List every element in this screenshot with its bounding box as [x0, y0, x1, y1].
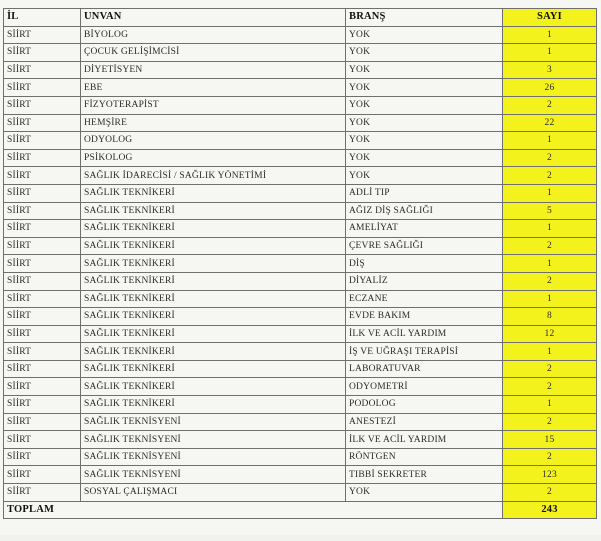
table-row	[4, 149, 597, 167]
cell-brans: YOK	[346, 26, 503, 44]
cell-sayi: 2	[503, 484, 597, 502]
cell-unvan: SOSYAL ÇALIŞMACI	[81, 484, 346, 502]
total-value: 243	[503, 501, 597, 518]
cell-brans: RÖNTGEN	[346, 448, 503, 466]
cell-brans: AĞIZ DİŞ SAĞLIĞI	[346, 202, 503, 220]
cell-sayi: 123	[503, 466, 597, 484]
table-row	[4, 114, 597, 132]
cell-brans: YOK	[346, 44, 503, 62]
cell-unvan: BİYOLOG	[81, 26, 346, 44]
cell-brans: EVDE BAKIM	[346, 308, 503, 326]
cell-sayi: 1	[503, 44, 597, 62]
cell-il: SİİRT	[4, 396, 81, 414]
cell-brans: ADLİ TIP	[346, 184, 503, 202]
table-row	[4, 79, 597, 97]
cell-il: SİİRT	[4, 343, 81, 361]
total-label: TOPLAM	[4, 501, 503, 518]
staff-table	[3, 8, 597, 519]
table-row	[4, 308, 597, 326]
cell-il: SİİRT	[4, 26, 81, 44]
cell-brans: YOK	[346, 79, 503, 97]
cell-il: SİİRT	[4, 272, 81, 290]
cell-unvan: SAĞLIK TEKNİSYENİ	[81, 466, 346, 484]
cell-sayi: 8	[503, 308, 597, 326]
cell-il: SİİRT	[4, 448, 81, 466]
cell-il: SİİRT	[4, 431, 81, 449]
cell-unvan: HEMŞİRE	[81, 114, 346, 132]
cell-sayi: 1	[503, 343, 597, 361]
cell-unvan: PSİKOLOG	[81, 149, 346, 167]
cell-il: SİİRT	[4, 61, 81, 79]
cell-unvan: SAĞLIK TEKNİKERİ	[81, 220, 346, 238]
cell-brans: YOK	[346, 61, 503, 79]
table-row	[4, 184, 597, 202]
cell-sayi: 1	[503, 255, 597, 273]
header-brans: BRANŞ	[346, 9, 503, 27]
table-body	[4, 26, 597, 501]
cell-il: SİİRT	[4, 325, 81, 343]
cell-sayi: 2	[503, 413, 597, 431]
table-row	[4, 255, 597, 273]
cell-sayi: 12	[503, 325, 597, 343]
cell-sayi: 2	[503, 272, 597, 290]
cell-brans: ODYOMETRİ	[346, 378, 503, 396]
table-row	[4, 413, 597, 431]
cell-unvan: SAĞLIK TEKNİSYENİ	[81, 448, 346, 466]
cell-brans: YOK	[346, 484, 503, 502]
page-bottom-edge	[0, 535, 601, 541]
table-row	[4, 220, 597, 238]
cell-unvan: SAĞLIK İDARECİSİ / SAĞLIK YÖNETİMİ	[81, 167, 346, 185]
cell-brans: YOK	[346, 167, 503, 185]
table-row	[4, 237, 597, 255]
cell-brans: DİYALİZ	[346, 272, 503, 290]
table-row	[4, 132, 597, 150]
table-row	[4, 396, 597, 414]
table-row	[4, 448, 597, 466]
cell-brans: YOK	[346, 132, 503, 150]
table-row	[4, 96, 597, 114]
cell-il: SİİRT	[4, 290, 81, 308]
cell-brans: İLK VE ACİL YARDIM	[346, 325, 503, 343]
cell-sayi: 2	[503, 149, 597, 167]
table-row	[4, 466, 597, 484]
table-header-row	[4, 9, 597, 27]
header-unvan: UNVAN	[81, 9, 346, 27]
cell-unvan: SAĞLIK TEKNİSYENİ	[81, 431, 346, 449]
table-row	[4, 431, 597, 449]
cell-sayi: 15	[503, 431, 597, 449]
table-row	[4, 26, 597, 44]
header-sayi: SAYI	[503, 9, 597, 27]
total-row	[4, 501, 597, 518]
cell-sayi: 1	[503, 184, 597, 202]
cell-unvan: SAĞLIK TEKNİKERİ	[81, 360, 346, 378]
cell-sayi: 2	[503, 448, 597, 466]
cell-unvan: EBE	[81, 79, 346, 97]
cell-brans: ECZANE	[346, 290, 503, 308]
cell-unvan: SAĞLIK TEKNİKERİ	[81, 184, 346, 202]
table-row	[4, 167, 597, 185]
cell-il: SİİRT	[4, 202, 81, 220]
table-row	[4, 378, 597, 396]
cell-unvan: FİZYOTERAPİST	[81, 96, 346, 114]
cell-unvan: SAĞLIK TEKNİKERİ	[81, 325, 346, 343]
cell-il: SİİRT	[4, 132, 81, 150]
cell-brans: İLK VE ACİL YARDIM	[346, 431, 503, 449]
cell-brans: ÇEVRE SAĞLIĞI	[346, 237, 503, 255]
cell-sayi: 1	[503, 290, 597, 308]
cell-unvan: SAĞLIK TEKNİKERİ	[81, 255, 346, 273]
cell-brans: LABORATUVAR	[346, 360, 503, 378]
cell-il: SİİRT	[4, 484, 81, 502]
cell-unvan: SAĞLIK TEKNİKERİ	[81, 343, 346, 361]
cell-unvan: DİYETİSYEN	[81, 61, 346, 79]
cell-il: SİİRT	[4, 44, 81, 62]
cell-brans: YOK	[346, 149, 503, 167]
cell-unvan: SAĞLIK TEKNİSYENİ	[81, 413, 346, 431]
cell-unvan: SAĞLIK TEKNİKERİ	[81, 202, 346, 220]
cell-sayi: 1	[503, 26, 597, 44]
table-row	[4, 202, 597, 220]
table-row	[4, 484, 597, 502]
cell-il: SİİRT	[4, 413, 81, 431]
cell-il: SİİRT	[4, 220, 81, 238]
table-row	[4, 272, 597, 290]
cell-brans: TIBBİ SEKRETER	[346, 466, 503, 484]
cell-sayi: 2	[503, 378, 597, 396]
cell-unvan: SAĞLIK TEKNİKERİ	[81, 290, 346, 308]
cell-il: SİİRT	[4, 308, 81, 326]
cell-unvan: SAĞLIK TEKNİKERİ	[81, 396, 346, 414]
cell-sayi: 1	[503, 396, 597, 414]
table-row	[4, 290, 597, 308]
cell-il: SİİRT	[4, 360, 81, 378]
cell-sayi: 2	[503, 167, 597, 185]
table-row	[4, 61, 597, 79]
cell-unvan: SAĞLIK TEKNİKERİ	[81, 237, 346, 255]
cell-il: SİİRT	[4, 466, 81, 484]
header-il: İL	[4, 9, 81, 27]
cell-il: SİİRT	[4, 79, 81, 97]
cell-brans: DİŞ	[346, 255, 503, 273]
cell-brans: İŞ VE UĞRAŞI TERAPİSİ	[346, 343, 503, 361]
cell-sayi: 2	[503, 360, 597, 378]
cell-il: SİİRT	[4, 237, 81, 255]
cell-sayi: 26	[503, 79, 597, 97]
cell-sayi: 1	[503, 132, 597, 150]
cell-sayi: 2	[503, 237, 597, 255]
cell-unvan: SAĞLIK TEKNİKERİ	[81, 272, 346, 290]
table-row	[4, 360, 597, 378]
cell-brans: PODOLOG	[346, 396, 503, 414]
cell-sayi: 5	[503, 202, 597, 220]
cell-brans: AMELİYAT	[346, 220, 503, 238]
cell-unvan: ÇOCUK GELİŞİMCİSİ	[81, 44, 346, 62]
cell-il: SİİRT	[4, 96, 81, 114]
cell-unvan: ODYOLOG	[81, 132, 346, 150]
table-row	[4, 343, 597, 361]
cell-il: SİİRT	[4, 184, 81, 202]
cell-il: SİİRT	[4, 149, 81, 167]
cell-brans: YOK	[346, 96, 503, 114]
cell-brans: ANESTEZİ	[346, 413, 503, 431]
cell-il: SİİRT	[4, 255, 81, 273]
cell-sayi: 1	[503, 220, 597, 238]
cell-sayi: 2	[503, 96, 597, 114]
cell-il: SİİRT	[4, 167, 81, 185]
cell-unvan: SAĞLIK TEKNİKERİ	[81, 378, 346, 396]
cell-sayi: 22	[503, 114, 597, 132]
cell-brans: YOK	[346, 114, 503, 132]
cell-il: SİİRT	[4, 114, 81, 132]
table-row	[4, 325, 597, 343]
cell-sayi: 3	[503, 61, 597, 79]
cell-unvan: SAĞLIK TEKNİKERİ	[81, 308, 346, 326]
table-row	[4, 44, 597, 62]
cell-il: SİİRT	[4, 378, 81, 396]
